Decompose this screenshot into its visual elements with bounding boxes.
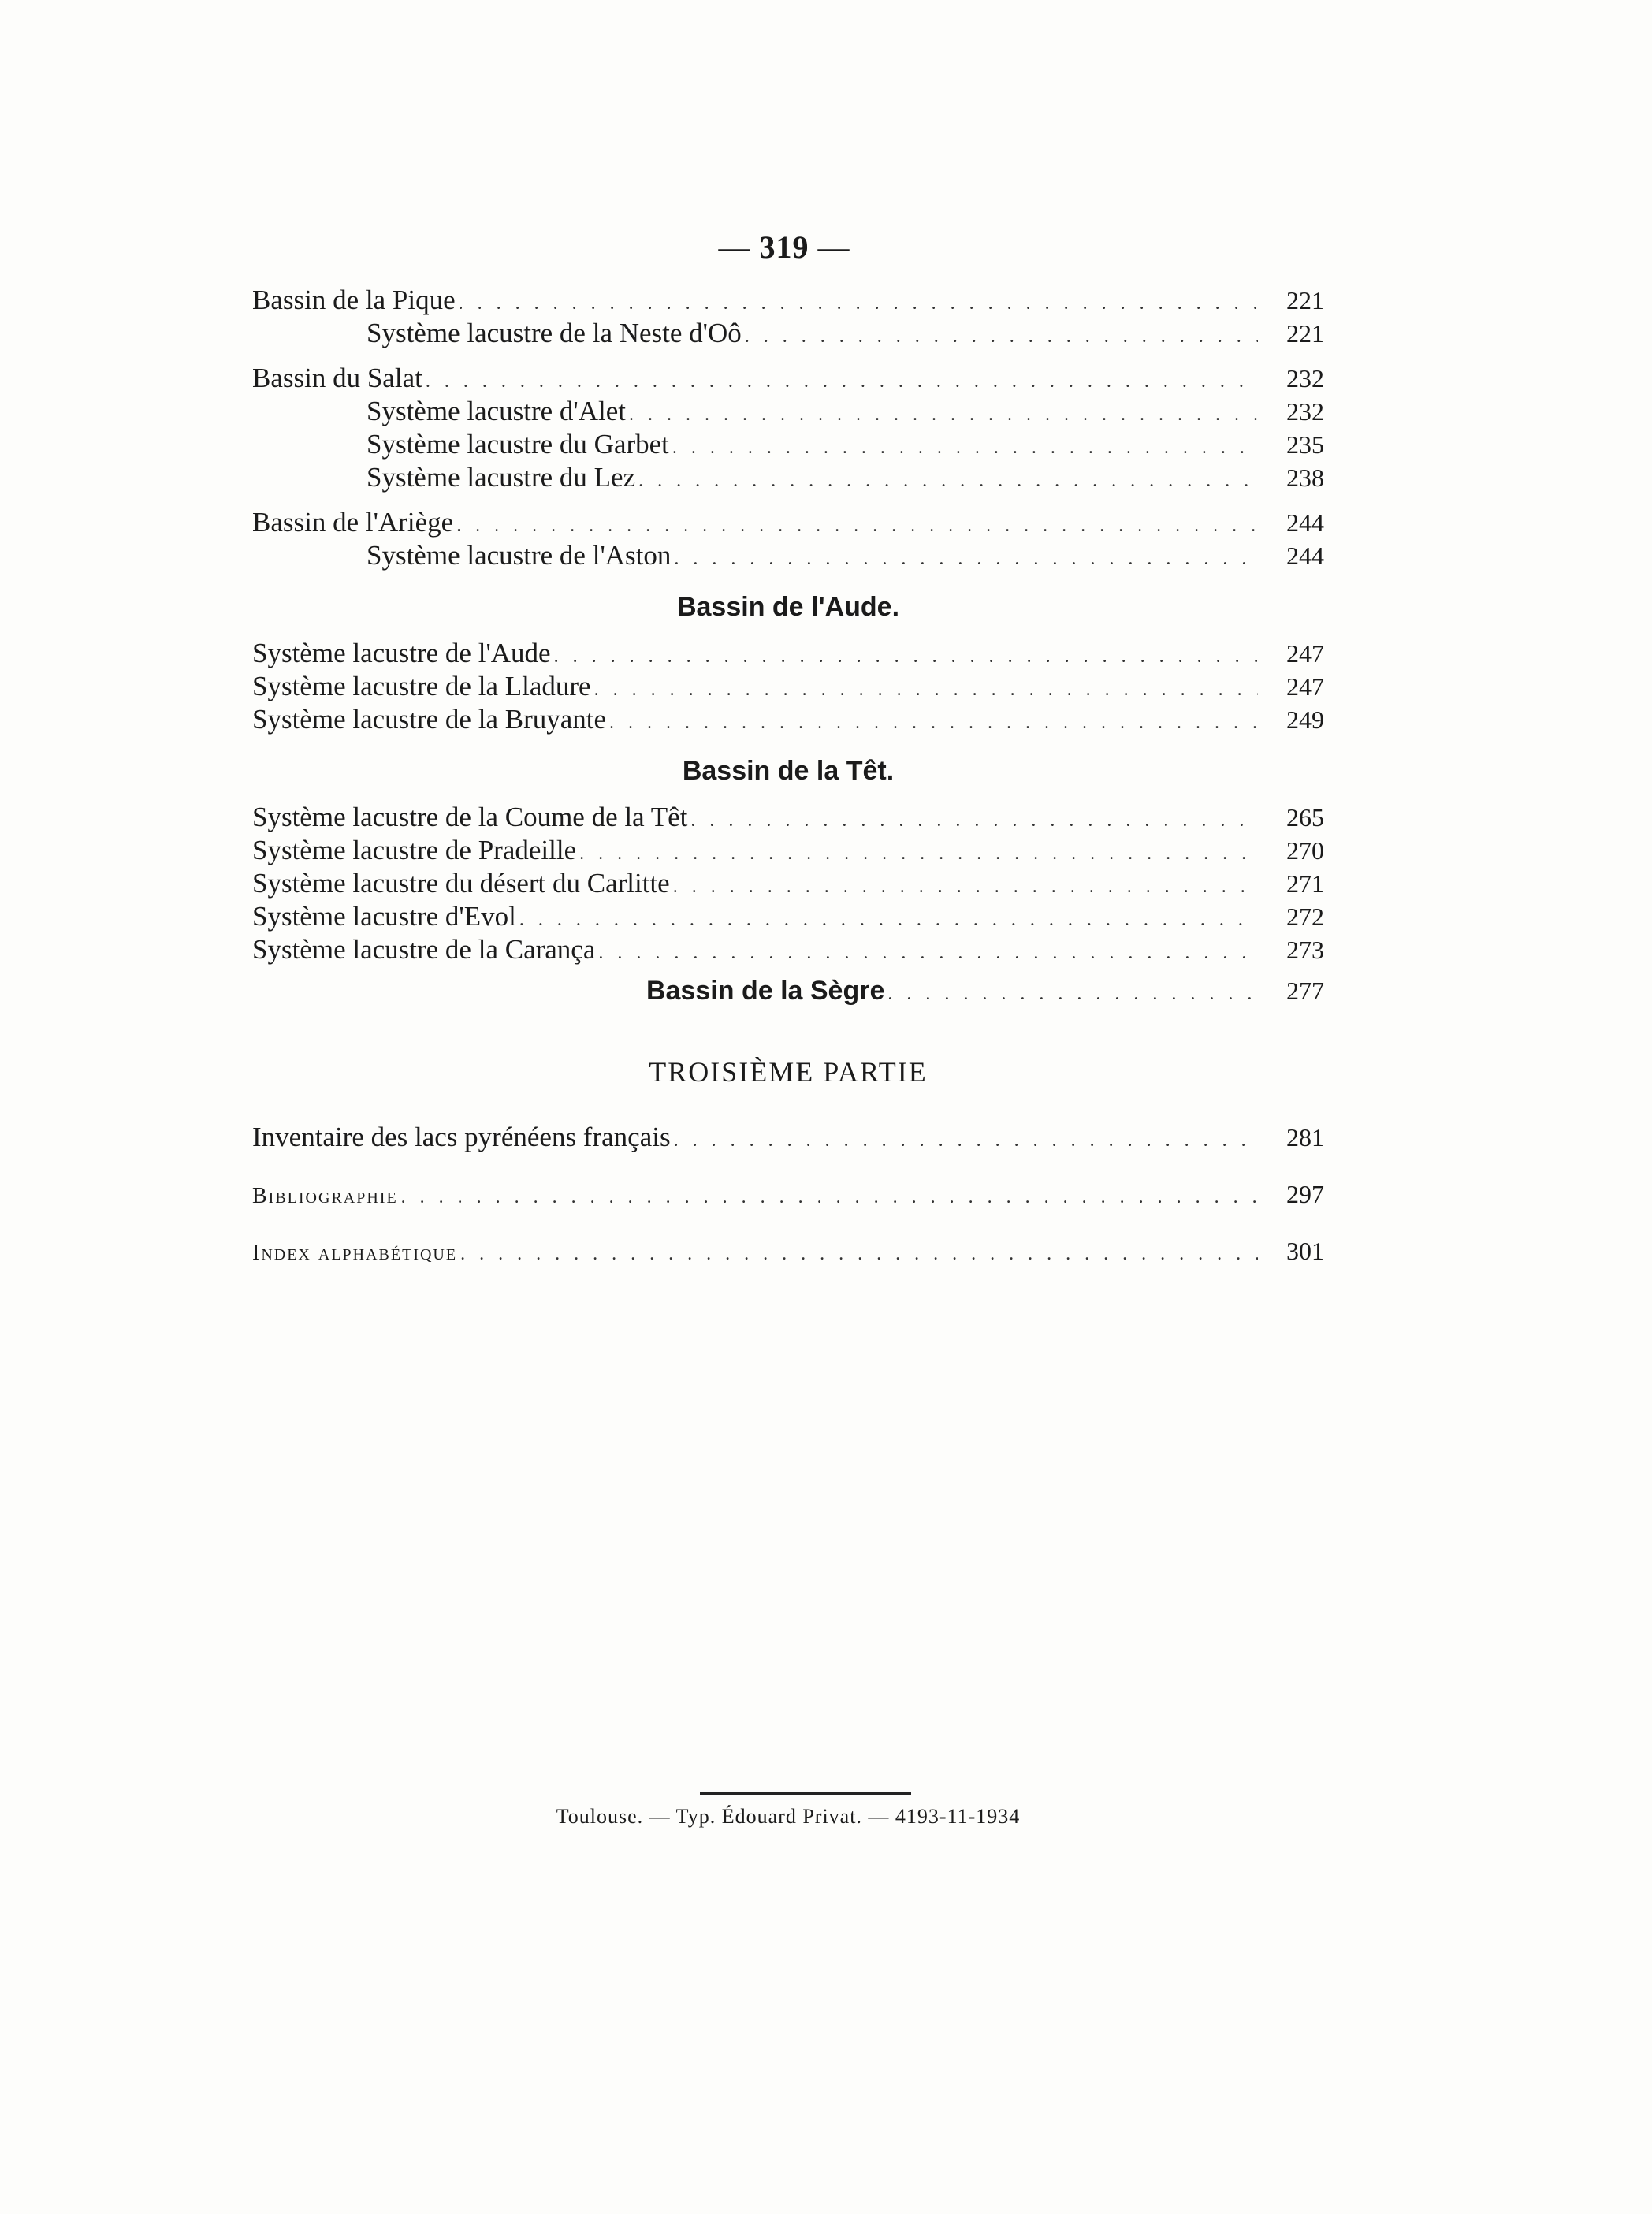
toc-entry-alet [252, 395, 1324, 428]
toc-entry-bassin-ariege [252, 506, 1324, 539]
toc-entry-page: 272 [1286, 902, 1324, 931]
toc-entry-label: Bassin de l'Ariège [252, 507, 454, 538]
toc-entry-page: 221 [1286, 286, 1324, 314]
toc-entry-bassin-salat [252, 362, 1324, 395]
toc-entry-bibliographie [252, 1178, 1324, 1211]
toc-entry-caranca [252, 933, 1324, 966]
toc-entry-page: 270 [1286, 836, 1324, 865]
toc-entry-label: Système lacustre du Garbet [366, 429, 669, 460]
toc-entry-label: Système lacustre de la Coume de la Têt [252, 802, 688, 832]
dot-leader [609, 706, 1258, 739]
page-number: — 319 — [718, 229, 850, 265]
toc-entry-page: 247 [1286, 639, 1324, 668]
toc-entry-page: 232 [1286, 397, 1324, 426]
toc-entry-page: 301 [1286, 1237, 1324, 1265]
toc-entry-aston [252, 539, 1324, 572]
section-heading-tet: Bassin de la Têt. [682, 756, 895, 786]
toc-entry-label: Système lacustre de l'Aude [252, 638, 551, 668]
dot-leader [638, 464, 1258, 497]
toc-entry-label: Système lacustre de la Bruyante [252, 704, 607, 735]
toc-entry-page: 249 [1286, 705, 1324, 734]
toc-entry-page: 232 [1286, 364, 1324, 393]
toc-entry-aude [252, 637, 1324, 670]
toc-entry-label: Système lacustre de la Carança [252, 934, 596, 965]
toc-entry-label: Système lacustre de la Lladure [252, 671, 591, 701]
toc-entry-label: Système lacustre d'Evol [252, 901, 516, 932]
dot-leader [674, 1124, 1258, 1157]
toc-entry-coume-tet [252, 801, 1324, 834]
toc-entry-label: Bassin de la Sègre [646, 976, 885, 1006]
toc-entry-label: Système lacustre de Pradeille [252, 835, 577, 865]
toc-entry-page: 277 [1286, 977, 1324, 1005]
footer-rule [700, 1792, 911, 1795]
dot-leader [456, 509, 1258, 542]
toc-entry-label: Index alphabétique [252, 1241, 458, 1265]
dot-leader [673, 870, 1258, 903]
toc-entry-bassin-segre [252, 974, 1324, 1007]
dot-leader [690, 804, 1258, 837]
toc-entry-pradeille [252, 834, 1324, 867]
dot-leader [401, 1181, 1258, 1214]
dot-leader [672, 431, 1258, 464]
toc-entry-label: Bibliographie [252, 1184, 398, 1208]
toc-entry-lladure [252, 670, 1324, 703]
toc-entry-label: Bassin de la Pique [252, 285, 456, 315]
toc-entry-page: 265 [1286, 803, 1324, 832]
dot-leader [594, 673, 1258, 706]
toc-entry-page: 221 [1286, 319, 1324, 348]
toc-entry-label: Bassin du Salat [252, 363, 422, 393]
toc-entry-inventaire [252, 1121, 1324, 1154]
toc-entry-page: 271 [1286, 869, 1324, 898]
part-heading-troisieme: TROISIÈME PARTIE [649, 1056, 928, 1088]
toc-entry-garbet [252, 428, 1324, 461]
toc-entry-bassin-pique [252, 284, 1324, 317]
dot-leader [460, 1237, 1258, 1271]
toc-entry-page: 244 [1286, 541, 1324, 570]
toc-entry-carlitte [252, 867, 1324, 900]
toc-entry-neste-oo [252, 317, 1324, 350]
toc-entry-evol [252, 900, 1324, 933]
toc-entry-page: 281 [1286, 1123, 1324, 1152]
dot-leader [519, 903, 1258, 936]
dot-leader [554, 640, 1258, 673]
toc-entry-page: 244 [1286, 508, 1324, 537]
section-heading-aude: Bassin de l'Aude. [676, 592, 900, 622]
table-of-contents [252, 284, 1324, 1267]
toc-entry-index [252, 1234, 1324, 1267]
toc-entry-page: 235 [1286, 430, 1324, 459]
toc-entry-label: Inventaire des lacs pyrénéens français [252, 1122, 671, 1152]
toc-entry-bruyante [252, 703, 1324, 736]
toc-entry-label: Système lacustre de l'Aston [366, 540, 672, 571]
printer-imprint: Toulouse. — Typ. Édouard Privat. — 4193-11-1934 [556, 1805, 1021, 1828]
toc-entry-label: Système lacustre d'Alet [366, 396, 626, 426]
toc-entry-lez [252, 461, 1324, 494]
toc-entry-page: 238 [1286, 463, 1324, 492]
dot-leader [745, 320, 1258, 353]
toc-entry-page: 297 [1286, 1180, 1324, 1208]
toc-entry-page: 273 [1286, 936, 1324, 964]
toc-entry-label: Système lacustre de la Neste d'Oô [366, 318, 742, 348]
dot-leader [579, 837, 1258, 870]
dot-leader [629, 398, 1258, 431]
dot-leader [426, 365, 1258, 398]
dot-leader [598, 936, 1258, 969]
toc-entry-label: Système lacustre du désert du Carlitte [252, 868, 670, 899]
dot-leader [674, 542, 1258, 575]
dot-leader [887, 977, 1258, 1010]
dot-leader [459, 287, 1258, 320]
toc-entry-page: 247 [1286, 672, 1324, 701]
toc-entry-label: Système lacustre du Lez [366, 462, 636, 493]
